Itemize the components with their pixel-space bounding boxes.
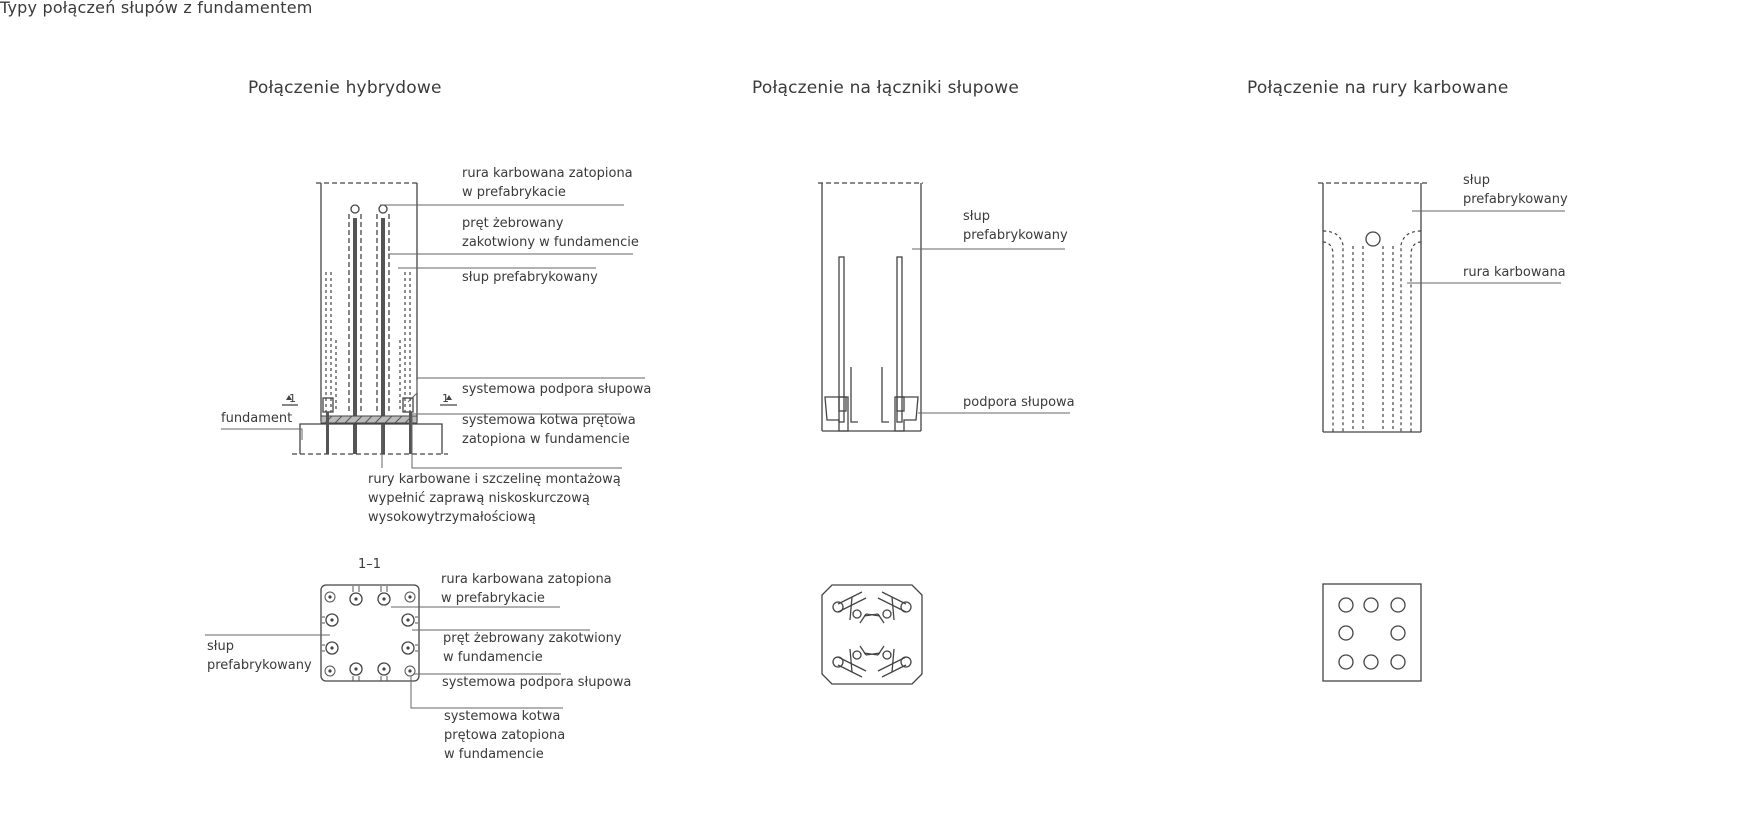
label-anchor-bolt: systemowa kotwa prętowa zatopiona w fundamencie xyxy=(462,413,636,447)
corrugated-section-drawing xyxy=(1323,584,1421,681)
section-label-precast-column: słup prefabrykowany xyxy=(207,639,312,673)
label-column-shoe: systemowa podpora słupowa xyxy=(462,382,652,397)
section-marker-right: 1 xyxy=(442,392,449,405)
corrugated-pipe-connection-title: Połączenie na rury karbowane xyxy=(1247,78,1509,98)
section-marker-left: 1 xyxy=(289,392,296,405)
corrugated-elevation-drawing xyxy=(1318,183,1565,432)
label-grout-note: rury karbowane i szczelinę montażową wypełnić zaprawą niskoskurczową wysokowytrzymałościową xyxy=(368,472,621,525)
label-ribbed-bar-anchored: pręt żebrowany zakotwiony w fundamencie xyxy=(462,216,639,250)
shoe-label-precast-column: słup prefabrykowany xyxy=(963,209,1068,243)
section-label-corrugated-pipe: rura karbowana zatopiona w prefabrykacie xyxy=(441,572,612,606)
section-label-column-shoe: systemowa podpora słupowa xyxy=(442,675,632,690)
section-title: 1–1 xyxy=(358,557,382,572)
hybrid-connection-title: Połączenie hybrydowe xyxy=(248,78,442,98)
section-label-anchor-bolt: systemowa kotwa prętowa zatopiona w fundamencie xyxy=(444,709,566,762)
section-label-ribbed-bar: pręt żebrowany zakotwiony w fundamencie xyxy=(443,631,622,665)
label-foundation: fundament xyxy=(221,411,293,426)
corrugated-label-precast-column: słup prefabrykowany xyxy=(1463,173,1568,207)
corrugated-label-pipe: rura karbowana xyxy=(1463,265,1566,280)
shoe-section-drawing xyxy=(822,585,922,684)
label-corrugated-pipe-embedded: rura karbowana zatopiona w prefabrykacie xyxy=(462,166,633,200)
page-title: Typy połączeń słupów z fundamentem xyxy=(0,0,313,17)
column-shoe-connection-title: Połączenie na łączniki słupowe xyxy=(752,78,1019,98)
label-precast-column: słup prefabrykowany xyxy=(462,270,598,285)
shoe-label-column-shoe: podpora słupowa xyxy=(963,395,1075,410)
